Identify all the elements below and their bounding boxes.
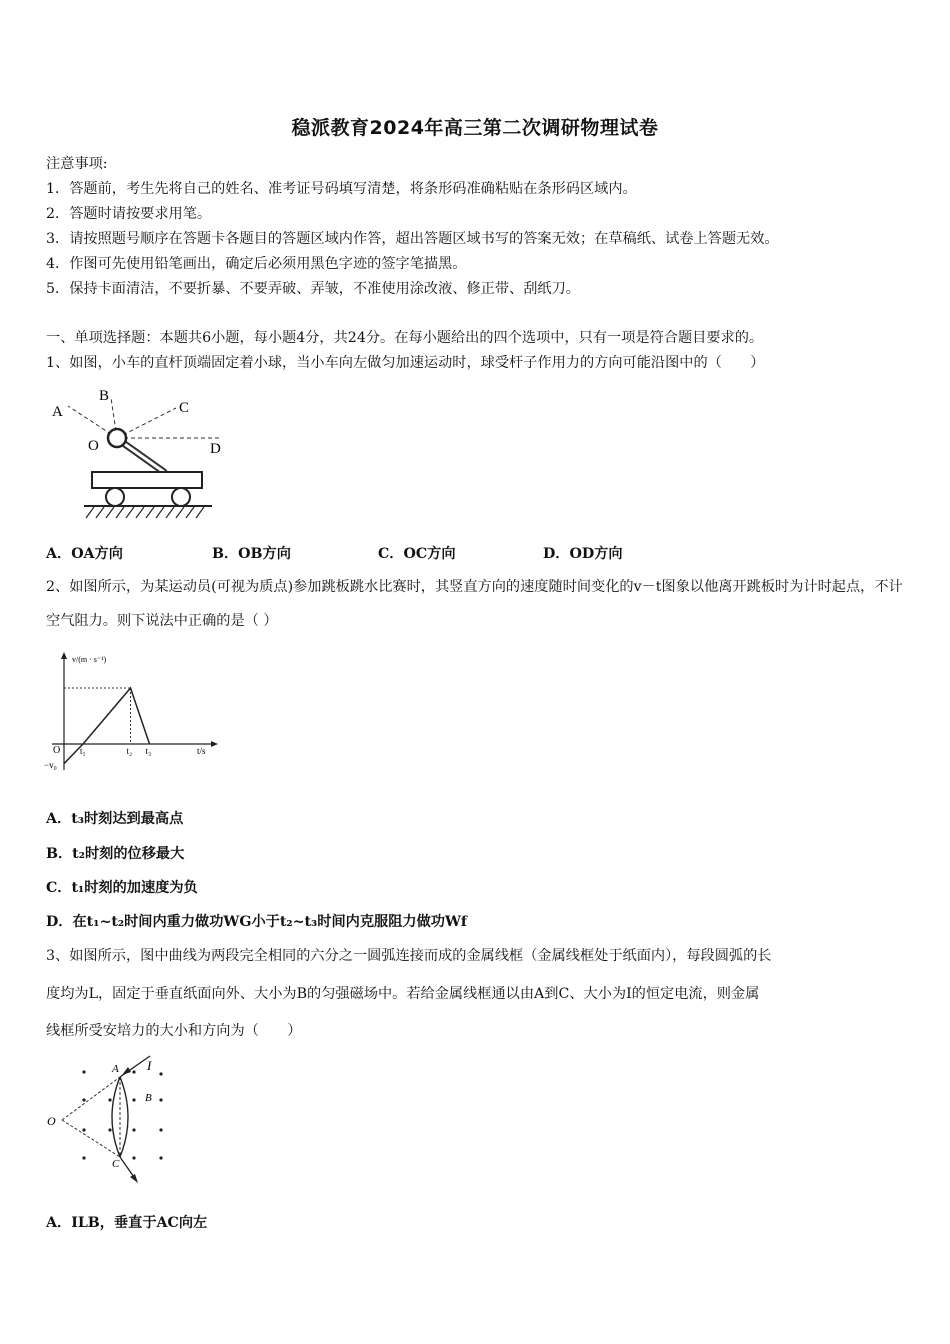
x-label: t/s (197, 746, 206, 756)
arc-right (120, 1077, 128, 1157)
notice-item: 3．请按照题号顺序在答题卡各题目的答题区域内作答，超出答题区域书写的答案无效；在草稿纸、试卷上答题无效。 (46, 231, 779, 247)
tick-t2: t₂ (126, 746, 133, 756)
notice-item: 2．答题时请按要求用笔。 (46, 206, 212, 222)
ball (108, 429, 126, 447)
notice-item: 4．作图可先使用铅笔画出，确定后必须用黑色字迹的签字笔描黑。 (46, 256, 467, 272)
q2-option-a[interactable]: A．t₃时刻达到最高点 (46, 811, 184, 827)
q1-option-c[interactable]: C．OC方向 (378, 546, 456, 562)
page-title: 稳派教育2024年高三第二次调研物理试卷 (291, 117, 659, 139)
q1-option-a[interactable]: A．OA方向 (46, 546, 123, 562)
q2-vt-graph (44, 650, 224, 775)
x-axis-arrow (211, 741, 218, 747)
q1-option-d[interactable]: D．OD方向 (543, 546, 623, 562)
label-d: D (210, 441, 221, 457)
radius-oa (62, 1077, 120, 1120)
label-b: B (145, 1092, 152, 1104)
q2-option-d[interactable]: D．在t₁~t₂时间内重力做功WG小于t₂~t₃时间内克服阻力做功Wf (46, 914, 467, 930)
origin-label: O (53, 745, 61, 756)
q2-option-b[interactable]: B．t₂时刻的位移最大 (46, 846, 185, 862)
radius-oc (62, 1120, 120, 1157)
question-3-stem-line1: 3、如图所示，图中曲线为两段完全相同的六分之一圆弧连接而成的金属线框（金属线框处于纸面内），每段圆弧的长 (46, 948, 772, 964)
label-c: C (112, 1158, 120, 1170)
label-i: I (147, 1058, 152, 1073)
tick-t1: t₁ (80, 746, 86, 756)
question-2-stem: 2、如图所示，为某运动员(可视为质点)参加跳板跳水比赛时，其竖直方向的速度随时间变化的v－t图象以他离开跳板时为计时起点，不计空气阻力。则下说法中正确的是（ ） (46, 579, 903, 629)
series-line (64, 688, 150, 764)
section-heading: 一、单项选择题：本题共6小题，每小题4分，共24分。在每小题给出的四个选项中，只有一项是符合题目要求的。 (46, 330, 764, 346)
tick-t3: t₃ (145, 746, 152, 756)
neg-v0-label: −v₀ (44, 760, 57, 770)
y-label: v/(m · s⁻¹) (72, 655, 107, 664)
q1-cart-figure (44, 384, 244, 524)
q2-option-c[interactable]: C．t₁时刻的加速度为负 (46, 880, 198, 896)
wheel (106, 488, 124, 506)
q3-magnetic-figure (44, 1050, 184, 1185)
q3-option-a[interactable]: A．ILB，垂直于AC向左 (46, 1215, 208, 1231)
question-1-stem: 1、如图，小车的直杆顶端固定着小球，当小车向左做匀加速运动时，球受杆子作用力的方向可能沿图中的（ ） (46, 355, 765, 371)
label-b: B (99, 388, 110, 404)
label-c: C (179, 400, 190, 416)
label-a: A (112, 1063, 119, 1075)
question-3-stem-line3: 线框所受安培力的大小和方向为（ ） (46, 1023, 302, 1039)
notice-item: 5．保持卡面清洁，不要折暴、不要弄破、弄皱，不准使用涂改液、修正带、刮纸刀。 (46, 281, 580, 297)
q1-option-b[interactable]: B．OB方向 (212, 546, 291, 562)
question-3-stem-line2: 度均为L，固定于垂直纸面向外、大小为B的匀强磁场中。若给金属线框通以由A到C、大小为I的恒定电流，则金属 (46, 986, 760, 1002)
label-o: O (47, 1114, 56, 1128)
notice-item: 1．答题前，考生先将自己的姓名、准考证号码填写清楚，将条形码准确粘贴在条形码区域内。 (46, 181, 637, 197)
cart-body (92, 472, 202, 488)
wheel (172, 488, 190, 506)
label-o: O (88, 438, 99, 454)
arc-left (112, 1077, 120, 1157)
notice-heading: 注意事项: (46, 156, 108, 172)
y-axis-arrow (61, 652, 67, 659)
label-a: A (52, 404, 63, 420)
